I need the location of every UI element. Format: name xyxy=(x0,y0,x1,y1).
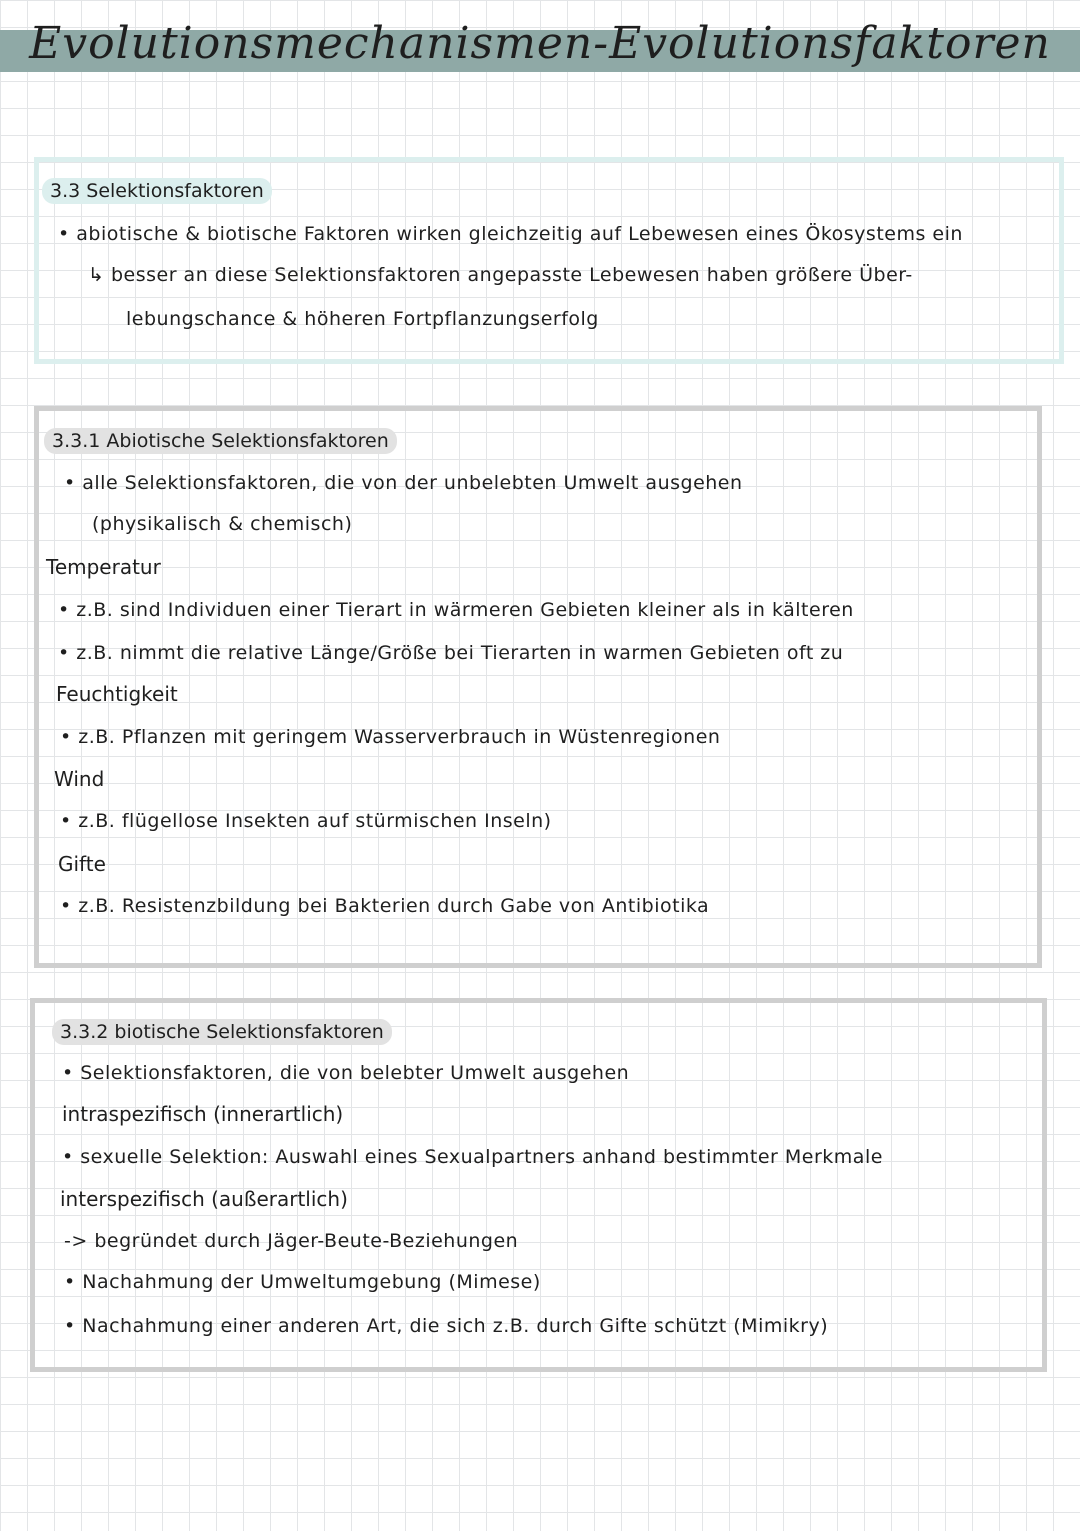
s33-line-2: ↳ besser an diese Selektionsfaktoren angepasste Lebewesen haben größere Über- xyxy=(88,264,913,286)
s331-def-1: • alle Selektionsfaktoren, die von der unbelebten Umwelt ausgehen xyxy=(64,472,743,494)
label-intraspezifisch: intraspezifisch (innerartlich) xyxy=(62,1102,344,1126)
label-feuchtigkeit: Feuchtigkeit xyxy=(56,682,178,706)
temp-example-1: • z.B. sind Individuen einer Tierart in wärmeren Gebieten kleiner als in kälteren xyxy=(58,599,854,621)
label-gifte: Gifte xyxy=(58,852,106,876)
s331-def-2: (physikalisch & chemisch) xyxy=(92,513,353,535)
label-wind: Wind xyxy=(54,767,105,791)
gifte-example-1: • z.B. Resistenzbildung bei Bakterien durch Gabe von Antibiotika xyxy=(60,895,710,917)
inter-line-3: • Nachahmung einer anderen Art, die sich z.B. durch Gifte schützt (Mimikry) xyxy=(64,1315,829,1337)
inter-line-1: -> begründet durch Jäger-Beute-Beziehungen xyxy=(64,1230,519,1252)
page-title: Evolutionsmechanismen-Evolutionsfaktoren xyxy=(29,18,1051,69)
wind-example-1: • z.B. flügellose Insekten auf stürmischen Inseln) xyxy=(60,810,552,832)
inter-line-2: • Nachahmung der Umweltumgebung (Mimese) xyxy=(64,1271,541,1293)
feucht-example-1: • z.B. Pflanzen mit geringem Wasserverbrauch in Wüstenregionen xyxy=(60,726,721,748)
label-interspezifisch: interspezifisch (außerartlich) xyxy=(60,1187,348,1211)
s33-line-1: • abiotische & biotische Faktoren wirken gleichzeitig auf Lebewesen eines Ökosystems ein xyxy=(58,223,963,245)
intra-example-1: • sexuelle Selektion: Auswahl eines Sexualpartners anhand bestimmter Merkmale xyxy=(62,1146,883,1168)
s33-line-3: lebungschance & höheren Fortpflanzungserfolg xyxy=(126,308,599,330)
section-heading-3-3-2: 3.3.2 biotische Selektionsfaktoren xyxy=(52,1019,392,1045)
label-temperatur: Temperatur xyxy=(46,555,161,579)
section-heading-3-3: 3.3 Selektionsfaktoren xyxy=(42,178,272,204)
temp-example-2: • z.B. nimmt die relative Länge/Größe bei Tierarten in warmen Gebieten oft zu xyxy=(58,642,844,664)
section-heading-3-3-1: 3.3.1 Abiotische Selektionsfaktoren xyxy=(44,428,397,454)
s332-def-1: • Selektionsfaktoren, die von belebter Umwelt ausgehen xyxy=(62,1062,630,1084)
